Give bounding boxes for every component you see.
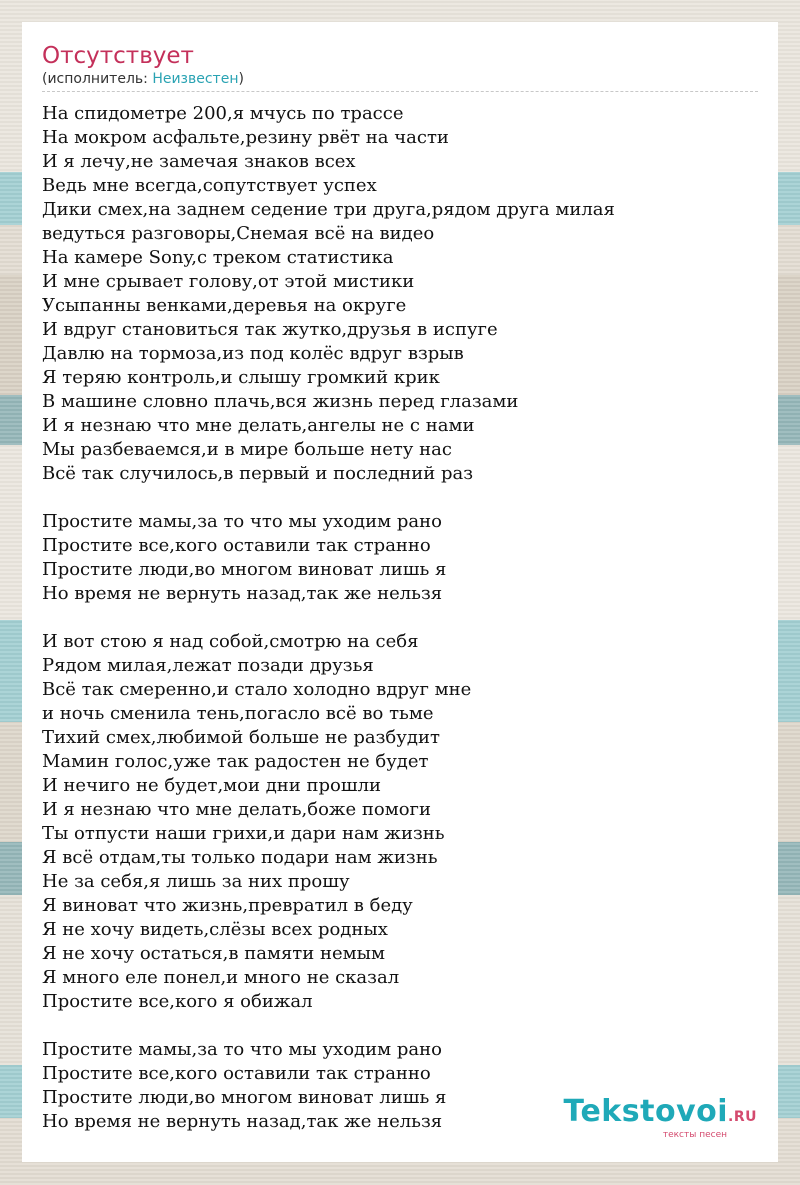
lyric-line: Я теряю контроль,и слышу громкий крик xyxy=(42,367,440,388)
lyric-line: Я виноват что жизнь,превратил в беду xyxy=(42,895,413,916)
lyrics-card xyxy=(22,22,778,1162)
lyric-line: и ночь сменила тень,погасло всё во тьме xyxy=(42,703,434,724)
lyric-line: Всё так случилось,в первый и последний раз xyxy=(42,463,474,484)
lyric-line: И нечиго не будет,мои дни прошли xyxy=(42,775,382,796)
lyric-line: И я незнаю что мне делать,боже помоги xyxy=(42,799,431,820)
lyric-line: Я всё отдам,ты только подари нам жизнь xyxy=(42,847,438,868)
lyric-line: Но время не вернуть назад,так же нельзя xyxy=(42,1111,443,1132)
artist-prefix: (исполнитель: xyxy=(42,71,153,87)
artist-suffix: ) xyxy=(238,71,244,87)
lyric-line: И вот стою я над собой,смотрю на себя xyxy=(42,631,419,652)
lyric-line: И я лечу,не замечая знаков всех xyxy=(42,151,356,172)
stanza-gap xyxy=(42,606,758,630)
logo-tagline: тексты песен xyxy=(662,1130,727,1140)
lyric-line: Ты отпусти наши грихи,и дари нам жизнь xyxy=(42,823,445,844)
lyric-line: Простите мамы,за то что мы уходим рано xyxy=(42,1039,442,1060)
lyric-line: И я незнаю что мне делать,ангелы не с нами xyxy=(42,415,475,436)
lyric-line: Не за себя,я лишь за них прошу xyxy=(42,871,350,892)
lyric-line: Простите люди,во многом виноват лишь я xyxy=(42,1087,447,1108)
stanza-gap xyxy=(42,486,758,510)
lyric-line: Но время не вернуть назад,так же нельзя xyxy=(42,583,443,604)
lyric-line: На камере Sony,с треком статистика xyxy=(42,247,394,268)
lyric-line: Всё так смеренно,и стало холодно вдруг мне xyxy=(42,679,472,700)
lyric-line: Дики смех,на заднем седение три друга,рядом друга милая xyxy=(42,199,615,220)
stanza-gap xyxy=(42,1014,758,1038)
lyric-line: На мокром асфальте,резину рвёт на части xyxy=(42,127,449,148)
lyric-line: В машине словно плачь,вся жизнь перед глазами xyxy=(42,391,519,412)
site-logo[interactable] xyxy=(547,1095,757,1140)
artist-line xyxy=(42,70,758,92)
song-title: Отсутствует xyxy=(42,43,194,69)
artist-link[interactable]: Неизвестен xyxy=(152,71,239,87)
lyric-line: Тихий смех,любимой больше не разбудит xyxy=(42,727,440,748)
lyric-line: ведуться разговоры,Снемая всё на видео xyxy=(42,223,435,244)
lyric-line: Мамин голос,уже так радостен не будет xyxy=(42,751,429,772)
lyric-line: Простите все,кого оставили так странно xyxy=(42,1063,431,1084)
lyric-line: Усыпанны венками,деревья на округе xyxy=(42,295,407,316)
lyric-line: Я не хочу видеть,слёзы всех родных xyxy=(42,919,388,940)
lyric-line: И мне срывает голову,от этой мистики xyxy=(42,271,415,292)
lyric-line: Давлю на тормоза,из под колёс вдруг взрыв xyxy=(42,343,464,364)
lyric-line: Рядом милая,лежат позади друзья xyxy=(42,655,374,676)
lyric-line: Простите все,кого я обижал xyxy=(42,991,313,1012)
lyric-line: Я не хочу остаться,в памяти немым xyxy=(42,943,385,964)
lyric-line: На спидометре 200,я мчусь по трассе xyxy=(42,103,404,124)
lyric-line: Простите все,кого оставили так странно xyxy=(42,535,431,556)
lyrics-body xyxy=(42,102,758,1134)
lyric-line: Простите люди,во многом виноват лишь я xyxy=(42,559,447,580)
lyric-line: Простите мамы,за то что мы уходим рано xyxy=(42,511,442,532)
lyric-line: Я много еле понел,и много не сказал xyxy=(42,967,400,988)
lyric-line: Мы разбеваемся,и в мире больше нету нас xyxy=(42,439,452,460)
lyric-line: И вдруг становиться так жутко,друзья в испуге xyxy=(42,319,498,340)
lyric-line: Ведь мне всегда,сопутствует успех xyxy=(42,175,377,196)
logo-domain: .RU xyxy=(728,1109,757,1125)
logo-name: Tekstovoi xyxy=(563,1094,729,1129)
